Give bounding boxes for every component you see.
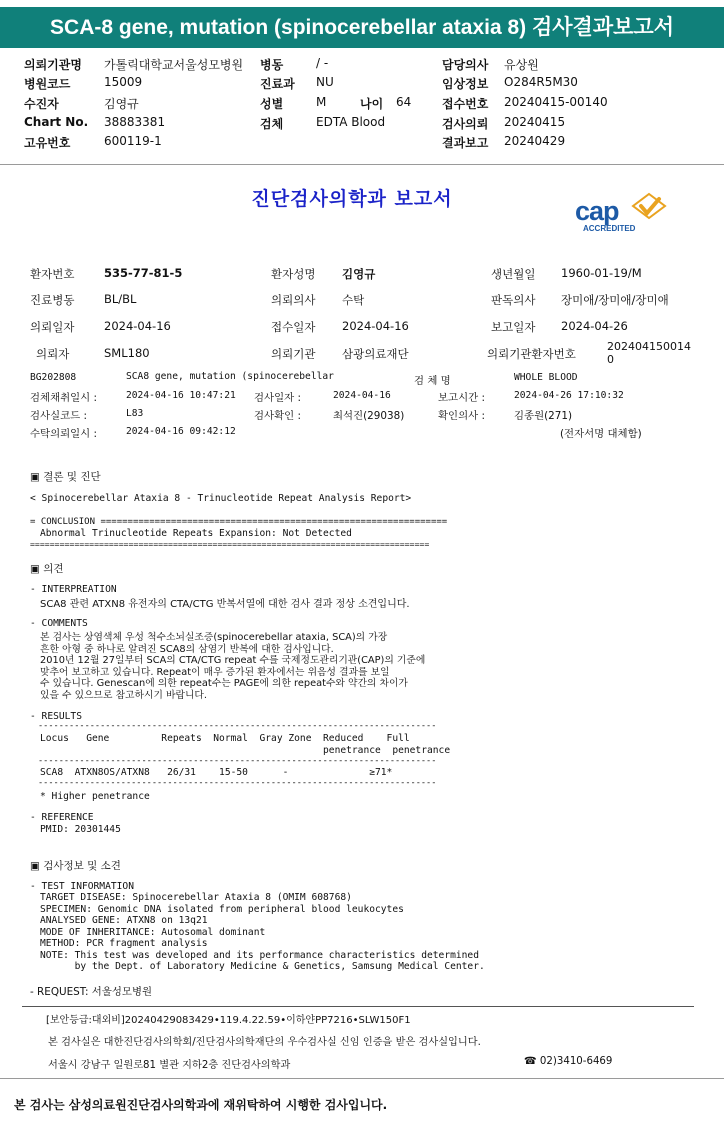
reconsignment-note: 본 검사는 삼성의료원진단검사의학과에 재위탁하여 시행한 검사입니다.: [14, 1098, 388, 1112]
header-label-request-date: 검사의뢰: [442, 117, 489, 131]
patient-label-reader: 판독의사: [491, 293, 536, 307]
lab-address: 서울시 강남구 일원로81 별관 지하2층 진단검사의학과: [48, 1060, 291, 1071]
test-check-value: 최석진(29038): [333, 410, 405, 422]
header-value-ward: / -: [316, 56, 329, 70]
patient-label-requester: 의뢰자: [36, 347, 70, 361]
confirm-doctor-value: 김종원(271): [514, 410, 573, 422]
testinfo-header: - TEST INFORMATION: [30, 881, 134, 892]
footer-divider: [22, 1006, 694, 1007]
conclusion-text: Abnormal Trinucleotide Repeats Expansion: Not Detected: [40, 528, 352, 539]
patient-label-receipt-date: 접수일자: [271, 320, 316, 334]
patient-label-ref-doctor: 의뢰의사: [271, 293, 316, 307]
results-rule-mid: -----------------------------------------------------------------------------: [38, 756, 437, 766]
specimen-value: WHOLE BLOOD: [514, 372, 578, 383]
report-time-label: 보고시간 :: [438, 392, 485, 404]
patient-label-inst-patient-no: 의뢰기관환자번호: [487, 347, 576, 361]
header-value-request-date: 20240415: [504, 115, 566, 129]
patient-value-reader: 장미애/장미애/장미애: [561, 293, 669, 307]
patient-label-number: 환자번호: [30, 267, 75, 281]
interpretation-header: - INTERPREATION: [30, 584, 117, 595]
header-label-report-date: 결과보고: [442, 136, 489, 150]
report-title: 진단검사의학과 보고서: [251, 188, 453, 210]
testinfo-section-title: ▣ 검사정보 및 소견: [30, 860, 121, 872]
testinfo-line: SPECIMEN: Genomic DNA isolated from peripheral blood leukocytes: [40, 903, 404, 915]
lab-phone: ☎ 02)3410-6469: [524, 1056, 613, 1067]
cap-accredited-logo: [573, 192, 673, 236]
patient-value-receipt-date: 2024-04-16: [342, 319, 409, 333]
header-value-patient: 김영규: [104, 97, 139, 111]
comments-header: - COMMENTS: [30, 618, 88, 629]
patient-value-inst-patient-no: 202404150014: [607, 340, 691, 353]
test-date-value: 2024-04-16: [333, 390, 391, 401]
report-time-value: 2024-04-26 17:10:32: [514, 390, 624, 401]
header-label-department: 진료과: [260, 77, 295, 91]
header-divider: [0, 164, 724, 165]
header-label-patient: 수진자: [24, 97, 59, 111]
results-column-header-2: penetrance penetrance: [40, 744, 451, 756]
header-value-age: 64: [396, 95, 412, 109]
testinfo-line: ANALYSED GENE: ATXN8 on 13q21: [40, 915, 208, 926]
collect-time-value: 2024-04-16 10:47:21: [126, 390, 236, 401]
testinfo-line: MODE OF INHERITANCE: Autosomal dominant: [40, 926, 266, 938]
header-label-receipt-no: 접수번호: [442, 97, 489, 111]
patient-label-report-date: 보고일자: [491, 320, 536, 334]
test-date-label: 검사일자 :: [254, 392, 301, 404]
opinion-section-title: ▣ 의견: [30, 563, 64, 575]
patient-value-institution: 삼광의료재단: [342, 347, 409, 361]
patient-value-name: 김영규: [342, 267, 376, 281]
header-value-doctor: 유상원: [504, 58, 539, 72]
patient-label-ward: 진료병동: [30, 293, 75, 307]
header-label-ward: 병동: [260, 58, 284, 72]
testinfo-line: TARGET DISEASE: Spinocerebellar Ataxia 8 (OMIM 608768): [40, 892, 352, 903]
reference-pmid: PMID: 20301445: [40, 824, 121, 835]
header-label-clinical-info: 임상정보: [442, 77, 489, 91]
lab-code-value: L83: [126, 408, 144, 419]
security-level-line: [보안등급:대외비]20240429083429•119.4.22.59•이하얀PP7216•SLW150F1: [46, 1015, 411, 1026]
test-code: BG202808: [30, 372, 77, 383]
comments-line: 수 있습니다. Genescan에 의한 repeat수는 PAGE에 의한 repeat수와 약간의 차이가: [40, 678, 408, 689]
header-value-report-date: 20240429: [504, 134, 566, 148]
patient-value-birth: 1960-01-19/M: [561, 266, 642, 280]
accreditation-statement: 본 검사실은 대한진단검사의학회/진단검사의학재단의 우수검사실 신임 인증을 받은 검사실입니다.: [48, 1037, 481, 1048]
conclusion-header: = CONCLUSION ================================================================: [30, 517, 448, 527]
interpretation-text: SCA8 관련 ATXN8 유전자의 CTA/CTG 반복서열에 대한 검사 결과 정상 소견입니다.: [40, 599, 410, 610]
cap-check-icon: [629, 192, 669, 222]
header-value-hospital-code: 15009: [104, 75, 143, 89]
request-line: - REQUEST: 서울성모병원: [30, 986, 153, 998]
results-rule-bottom: -----------------------------------------------------------------------------: [38, 778, 437, 788]
patient-label-birth: 생년월일: [491, 267, 536, 281]
comments-line: 맞추어 보고하고 있습니다. Repeat이 매우 증가된 환자에서는 위음성 결과를 보일: [40, 666, 390, 678]
header-label-age: 나이: [360, 97, 384, 111]
header-value-unique-no: 600119-1: [104, 134, 162, 148]
conclusion-section-title: ▣ 결론 및 진단: [30, 471, 101, 483]
header-label-chart-no: Chart No.: [24, 115, 89, 129]
patient-value-number: 535-77-81-5: [104, 266, 183, 280]
patient-value-request-date: 2024-04-16: [104, 319, 171, 333]
header-label-sex: 성별: [260, 97, 284, 111]
testinfo-line: METHOD: PCR fragment analysis: [40, 938, 208, 949]
patient-label-name: 환자성명: [271, 267, 316, 281]
cap-logo-word: cap: [575, 196, 619, 226]
header-value-institution: 가톨릭대학교서울성모병원: [104, 58, 244, 72]
header-value-sex: M: [316, 95, 327, 109]
header-label-doctor: 담당의사: [442, 58, 489, 72]
results-header: - RESULTS: [30, 711, 82, 722]
comments-line: 본 검사는 상염색체 우성 척수소뇌실조증(spinocerebellar ataxia, SCA)의 가장: [40, 632, 388, 643]
header-label-hospital-code: 병원코드: [24, 77, 71, 91]
report-subtitle: < Spinocerebellar Ataxia 8 - Trinucleotide Repeat Analysis Report>: [30, 493, 412, 504]
patient-label-request-date: 의뢰일자: [30, 320, 75, 334]
test-check-label: 검사확인 :: [254, 410, 301, 422]
collect-time-label: 검체채취일시 :: [30, 392, 98, 404]
results-row-sca8: SCA8 ATXN8OS/ATXN8 26/31 15-50 - ≥71*: [40, 767, 393, 778]
header-value-department: NU: [316, 75, 334, 89]
header-value-receipt-no: 20240415-00140: [504, 95, 608, 109]
patient-value-inst-patient-no-cont: 0: [607, 353, 614, 366]
esign-note: (전자서명 대체함): [560, 428, 642, 440]
results-column-header: Locus Gene Repeats Normal Gray Zone Reduced Full: [40, 733, 410, 744]
testinfo-line: by the Dept. of Laboratory Medicine & Genetics, Samsung Medical Center.: [40, 961, 485, 972]
cap-logo-subtitle: ACCREDITED: [583, 224, 636, 233]
report-banner-title: SCA-8 gene, mutation (spinocerebellar ataxia 8) 검사결과보고서: [0, 7, 724, 48]
specimen-label: 검 체 명: [414, 375, 451, 387]
request-header: [0, 52, 724, 164]
consign-time-label: 수탁의뢰일시 :: [30, 428, 98, 440]
header-label-institution: 의뢰기관명: [24, 58, 82, 72]
results-rule-top: -----------------------------------------------------------------------------: [38, 721, 437, 731]
header-value-chart-no: 38883381: [104, 115, 166, 129]
confirm-doctor-label: 확인의사 :: [438, 410, 485, 422]
patient-value-ref-doctor: 수탁: [342, 293, 365, 307]
test-name: SCA8 gene, mutation (spinocerebellar: [126, 371, 334, 382]
reference-header: - REFERENCE: [30, 812, 94, 823]
header-label-specimen: 검체: [260, 117, 284, 131]
comments-line: 2010년 12월 27일부터 SCA의 CTA/CTG repeat 수를 국제정도관리기관(CAP)의 기준에: [40, 655, 426, 666]
header-label-unique-no: 고유번호: [24, 136, 71, 150]
header-value-clinical-info: O284R5M30: [504, 75, 578, 89]
testinfo-line: NOTE: This test was developed and its performance characteristics determined: [40, 949, 479, 961]
lab-code-label: 검사실코드 :: [30, 410, 87, 422]
consign-time-value: 2024-04-16 09:42:12: [126, 426, 236, 437]
patient-label-institution: 의뢰기관: [271, 347, 316, 361]
comments-line: 있을 수 있으므로 참고하시기 바랍니다.: [40, 689, 207, 701]
conclusion-rule: =================================================================================: [30, 539, 430, 549]
patient-value-ward: BL/BL: [104, 292, 137, 306]
bottom-divider: [0, 1078, 724, 1079]
comments-line: 흔한 아형 중 하나로 알려진 SCA8의 삼염기 반복에 대한 검사입니다.: [40, 643, 334, 655]
patient-value-requester: SML180: [104, 346, 150, 360]
results-footnote: * Higher penetrance: [40, 791, 150, 802]
patient-value-report-date: 2024-04-26: [561, 319, 628, 333]
header-value-specimen: EDTA Blood: [316, 115, 386, 129]
